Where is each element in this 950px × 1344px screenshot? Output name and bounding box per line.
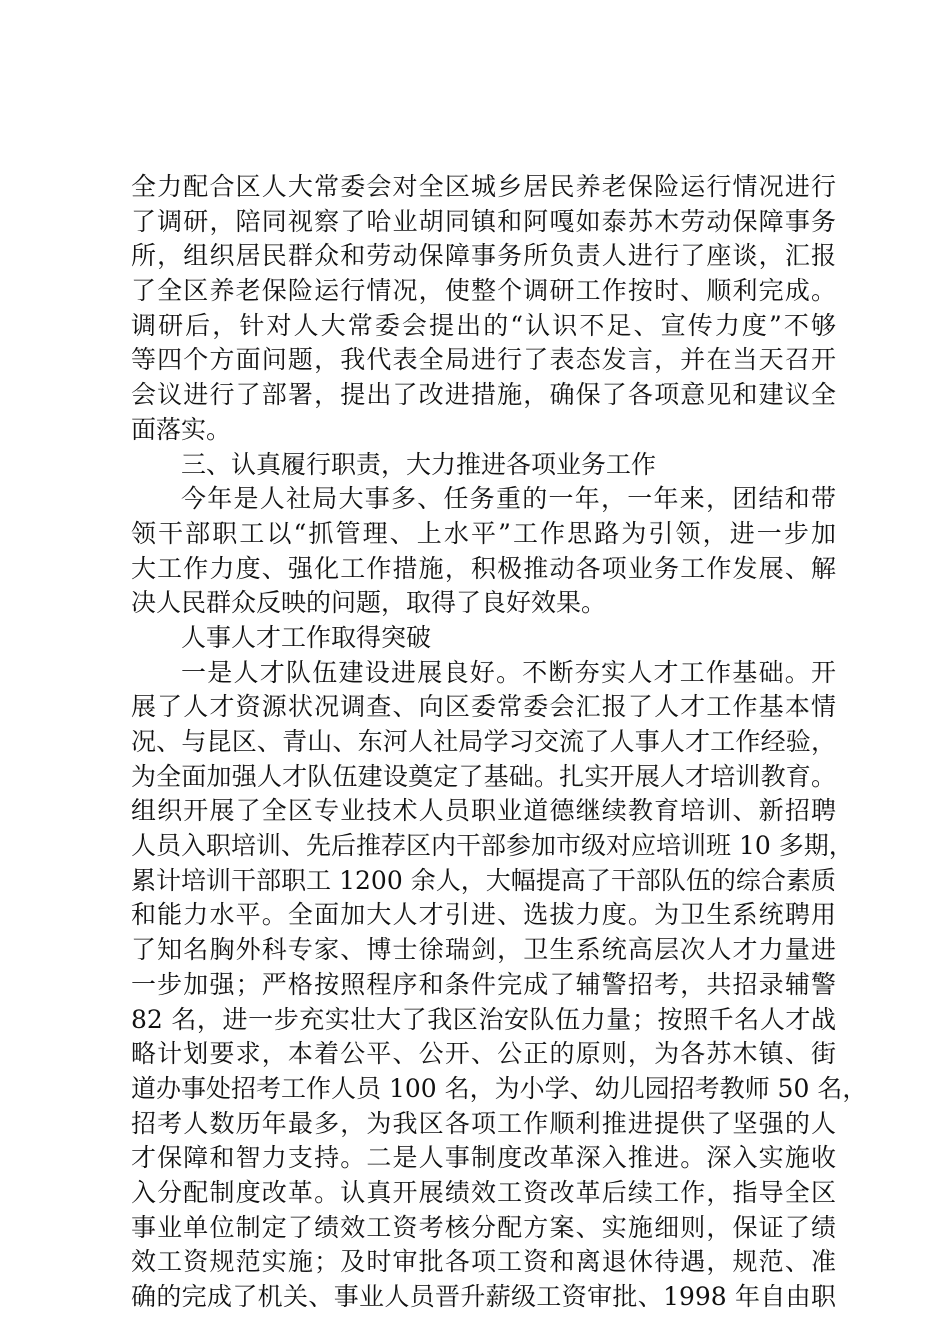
text-line: 三、认真履行职责，大力推进各项业务工作	[181, 449, 657, 479]
text-line: 况、与昆区、青山、东河人社局学习交流了人事人才工作经验，	[131, 727, 836, 756]
text-line: 今年是人社局大事多、任务重的一年，一年来，团结和带	[181, 484, 836, 514]
text-line: 一步加强；严格按照程序和条件完成了辅警招考，共招录辅警	[131, 969, 836, 999]
document-body	[131, 170, 868, 1315]
text-line: 人事人才工作取得突破	[181, 622, 432, 652]
text-line: 道办事处招考工作人员 100 名，为小学、幼儿园招考教师 50 名，	[131, 1073, 868, 1103]
text-line: 事业单位制定了绩效工资考核分配方案、实施细则，保证了绩	[131, 1212, 836, 1242]
text-line: 了调研，陪同视察了哈业胡同镇和阿嘎如泰苏木劳动保障事务	[131, 206, 836, 236]
text-line: 大工作力度、强化工作措施，积极推动各项业务工作发展、解	[131, 553, 836, 583]
text-line: 略计划要求，本着公平、公开、公正的原则，为各苏木镇、街	[131, 1039, 836, 1069]
text-line: 82 名，进一步充实壮大了我区治安队伍力量；按照千名人才战	[131, 1004, 836, 1034]
text-line: 全力配合区人大常委会对全区城乡居民养老保险运行情况进行	[131, 172, 836, 201]
text-line: 了知名胸外科专家、博士徐瑞剑，卫生系统高层次人才力量进	[131, 935, 836, 965]
text-line: 招考人数历年最多，为我区各项工作顺利推进提供了坚强的人	[131, 1108, 836, 1138]
text-line: 人员入职培训、先后推荐区内干部参加市级对应培训班 10 多期，	[131, 831, 854, 861]
text-line: 效工资规范实施；及时审批各项工资和离退休待遇，规范、准	[131, 1247, 836, 1277]
text-line: 了全区养老保险运行情况，使整个调研工作按时、顺利完成。	[131, 276, 836, 306]
text-line: 和能力水平。全面加大人才引进、选拔力度。为卫生系统聘用	[131, 900, 836, 930]
text-line: 组织开展了全区专业技术人员职业道德继续教育培训、新招聘	[131, 796, 836, 826]
text-line: 一是人才队伍建设进展良好。不断夯实人才工作基础。开	[181, 657, 836, 687]
text-line: 调研后，针对人大常委会提出的“认识不足、宣传力度”不够	[131, 310, 836, 340]
text-line: 等四个方面问题，我代表全局进行了表态发言，并在当天召开	[131, 345, 836, 375]
text-line: 确的完成了机关、事业人员晋升薪级工资审批、1998 年自由职	[131, 1282, 836, 1311]
text-line: 累计培训干部职工 1200 余人，大幅提高了干部队伍的综合素质	[131, 865, 836, 895]
text-line: 为全面加强人才队伍建设奠定了基础。扎实开展人才培训教育。	[131, 761, 836, 791]
text-line: 才保障和智力支持。二是人事制度改革深入推进。深入实施收	[131, 1143, 836, 1173]
text-line: 入分配制度改革。认真开展绩效工资改革后续工作，指导全区	[131, 1177, 836, 1207]
text-line: 决人民群众反映的问题，取得了良好效果。	[131, 588, 607, 618]
text-line: 领干部职工以“抓管理、上水平”工作思路为引领，进一步加	[131, 518, 836, 548]
text-line: 展了人才资源状况调查、向区委常委会汇报了人才工作基本情	[131, 692, 836, 722]
text-line: 面落实。	[131, 414, 232, 444]
text-line: 所，组织居民群众和劳动保障事务所负责人进行了座谈，汇报	[131, 241, 836, 271]
text-line: 会议进行了部署，提出了改进措施，确保了各项意见和建议全	[131, 380, 836, 410]
